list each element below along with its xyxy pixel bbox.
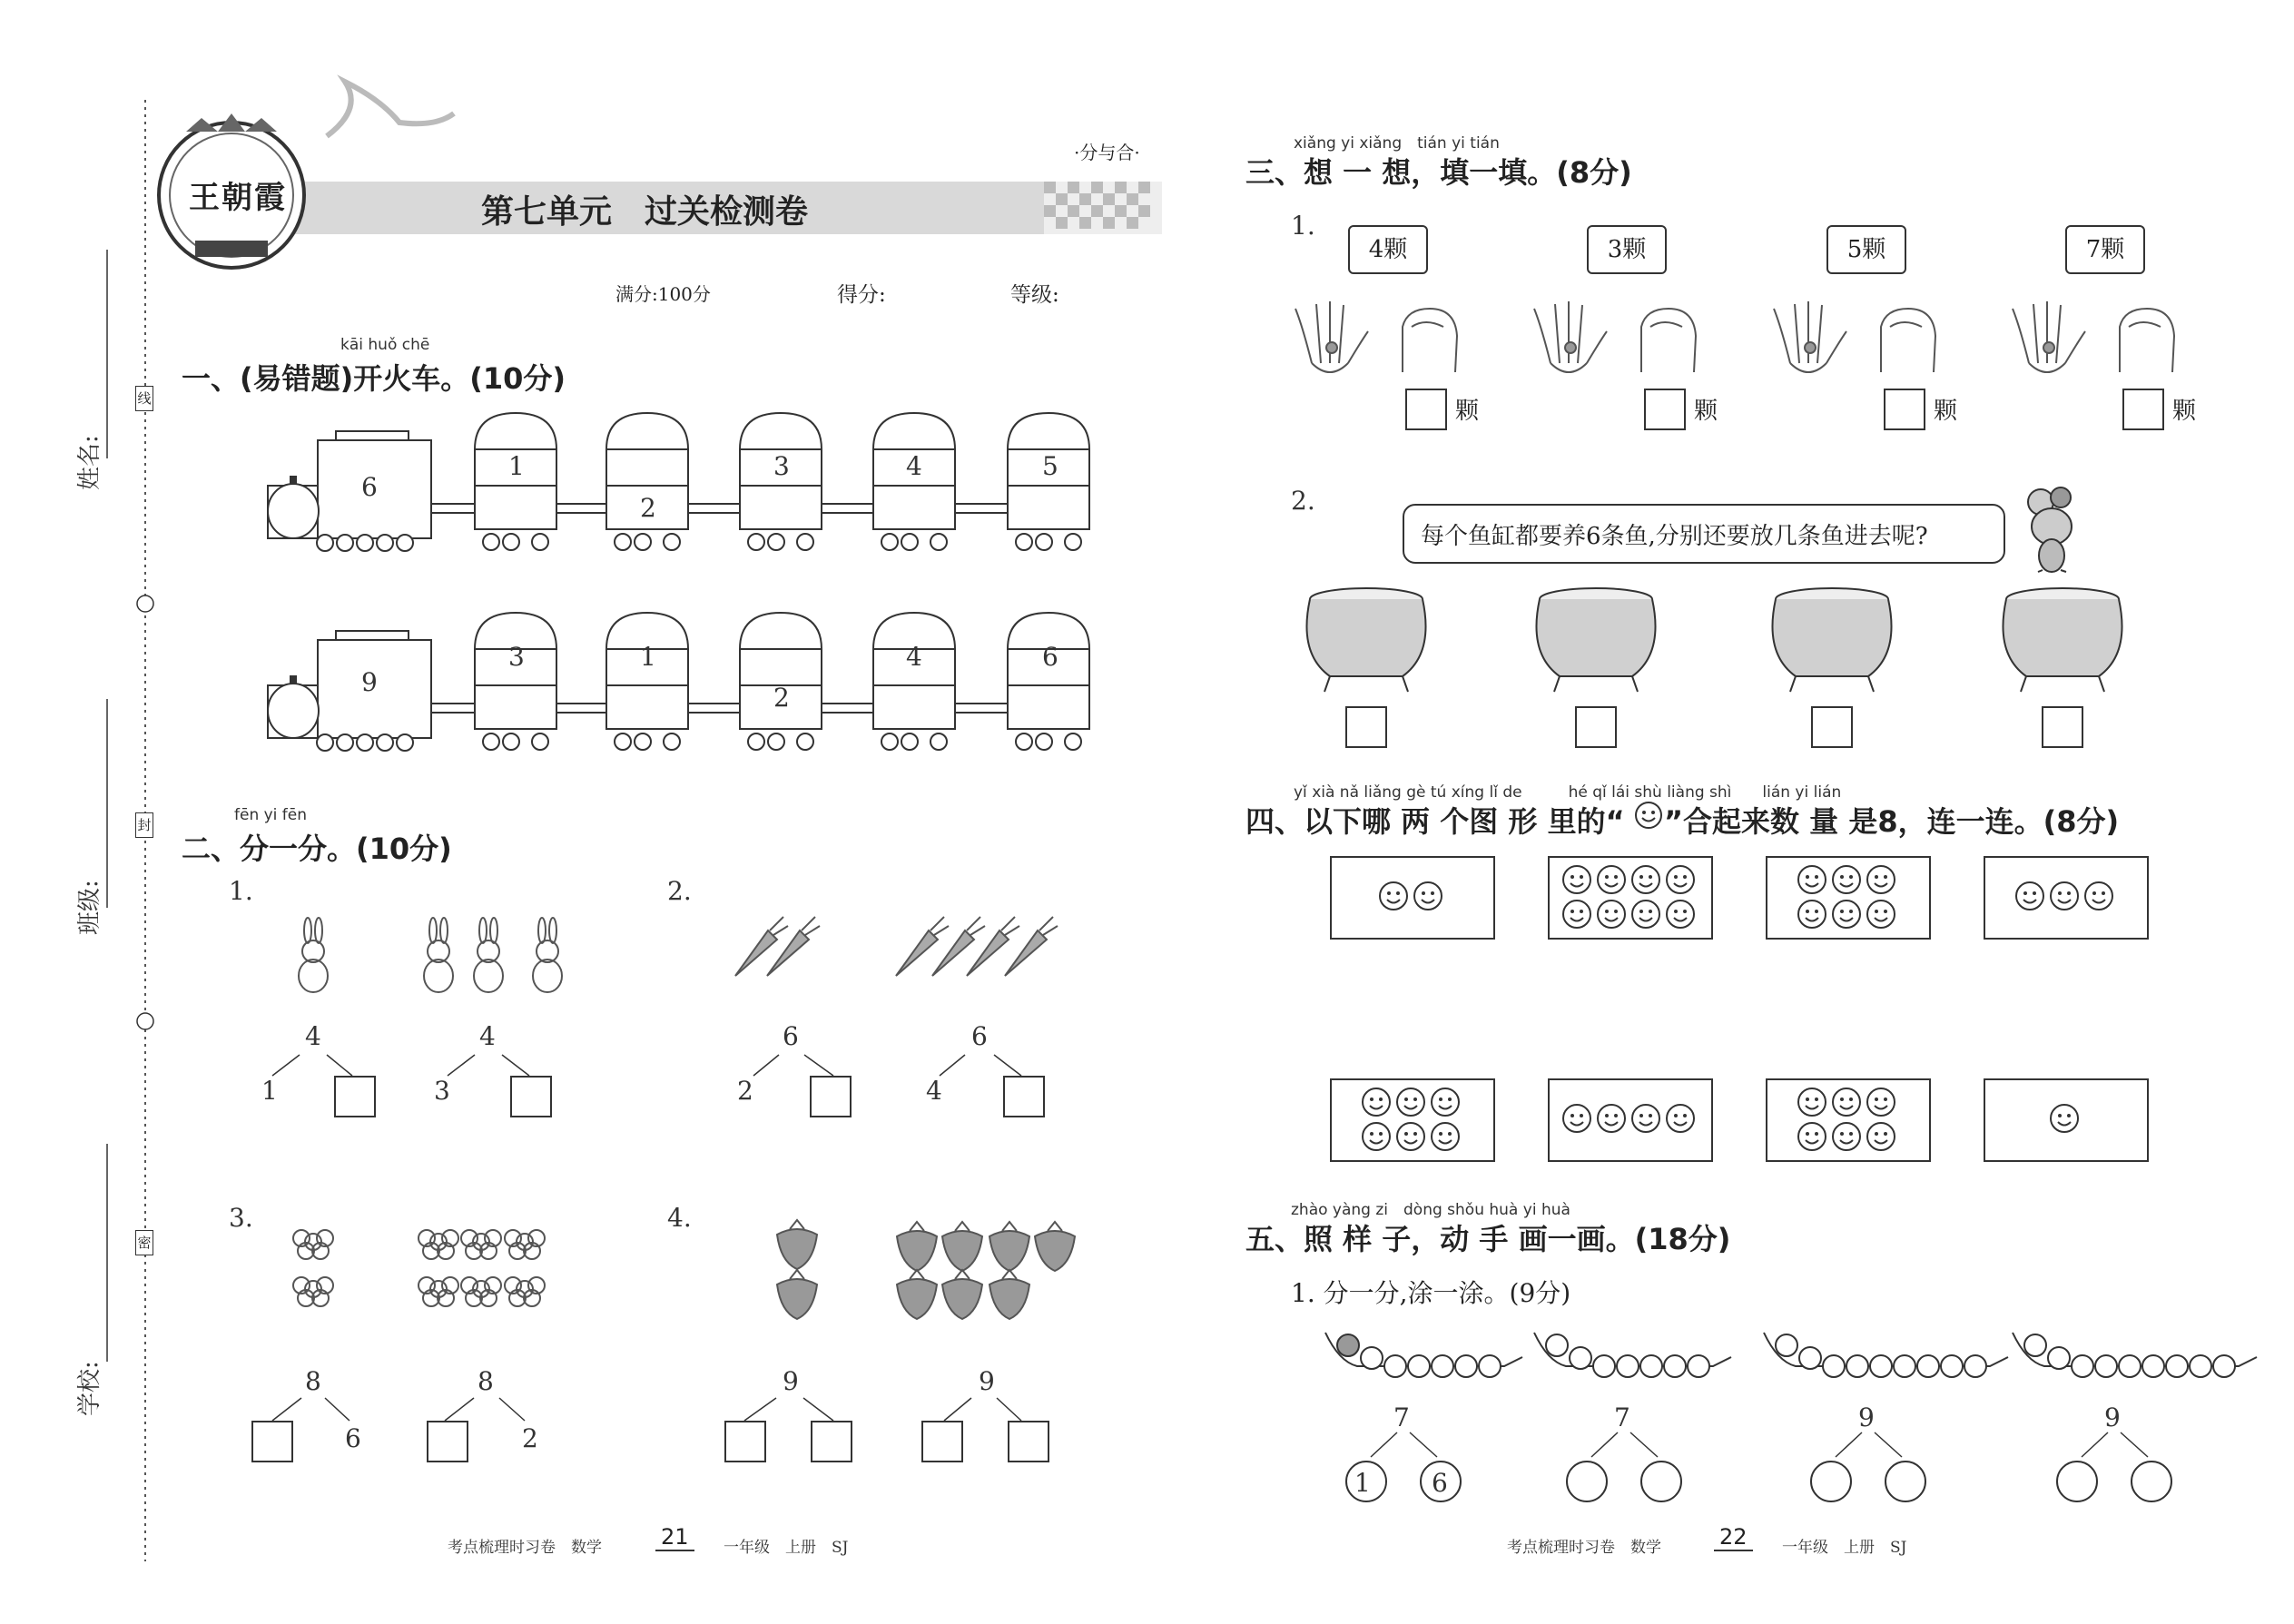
train1-car-2: 2 xyxy=(640,493,656,523)
footer-left-book: 考点梳理时习卷 数学 xyxy=(448,1539,602,1557)
bead xyxy=(1361,1347,1383,1369)
train1-car-1: 1 xyxy=(508,451,525,481)
bead xyxy=(2095,1355,2117,1377)
bead xyxy=(1917,1355,1939,1377)
train2-car-1: 3 xyxy=(508,642,525,672)
bead xyxy=(1799,1347,1821,1369)
train2-car-2: 1 xyxy=(640,642,656,672)
split-circle-left xyxy=(1811,1462,1851,1501)
class-label: 班级: xyxy=(76,880,103,935)
q2-3a-right: 6 xyxy=(345,1423,361,1453)
q2-2b-left: 4 xyxy=(926,1076,942,1106)
page-title: 第七单元 过关检测卷 xyxy=(481,192,809,231)
bead xyxy=(1664,1355,1686,1377)
q2-1-number: 1. xyxy=(229,876,253,906)
bead xyxy=(1593,1355,1615,1377)
bead xyxy=(1617,1355,1639,1377)
bead xyxy=(1776,1334,1797,1356)
bead xyxy=(2024,1334,2046,1356)
bead-4-top: 9 xyxy=(2104,1403,2121,1432)
bead-1-right: 6 xyxy=(1432,1468,1448,1498)
bead xyxy=(2048,1347,2070,1369)
bead xyxy=(1870,1355,1892,1377)
train1-car-3: 3 xyxy=(773,451,790,481)
bead xyxy=(1688,1355,1709,1377)
footer-right-grade: 一年级 上册 SJ xyxy=(1782,1539,1907,1557)
q3-1-number: 1. xyxy=(1291,211,1315,241)
split-circle-right xyxy=(1641,1462,1681,1501)
bead xyxy=(2072,1355,2093,1377)
train1-car-5: 5 xyxy=(1042,451,1058,481)
gem-unit-label: 颗 xyxy=(1934,398,1958,425)
topic-tag: ·分与合· xyxy=(1074,142,1140,163)
section-2-pinyin: fēn yi fēn xyxy=(234,806,308,824)
q2-3b-top: 8 xyxy=(478,1366,494,1396)
split-circle-left xyxy=(2057,1462,2097,1501)
bead xyxy=(2190,1355,2211,1377)
bead xyxy=(1337,1334,1359,1356)
footer-left-page: 21 xyxy=(655,1524,694,1551)
bead-1-top: 7 xyxy=(1393,1403,1410,1432)
bead xyxy=(1479,1355,1501,1377)
footer-right-page: 22 xyxy=(1714,1524,1753,1551)
bead xyxy=(1823,1355,1845,1377)
q2-4-number: 4. xyxy=(667,1203,692,1233)
train1-car-4: 4 xyxy=(906,451,922,481)
grade-label: 等级: xyxy=(1010,283,1059,307)
bead xyxy=(1894,1355,1915,1377)
bead xyxy=(2142,1355,2164,1377)
section-5-pinyin: zhào yàng zi dòng shǒu huà yi huà xyxy=(1291,1201,1570,1219)
section-5-sub1: 1. 分一分,涂一涂。(9分) xyxy=(1291,1278,1571,1308)
split-circle-right xyxy=(2132,1462,2171,1501)
bead xyxy=(1384,1355,1406,1377)
section-3-pinyin: xiǎng yi xiǎng tián yi tián xyxy=(1294,134,1500,153)
train2-engine-number: 9 xyxy=(361,667,378,697)
q2-3b-right: 2 xyxy=(522,1423,538,1453)
bead xyxy=(1964,1355,1986,1377)
q2-1a-left: 1 xyxy=(261,1076,278,1106)
train1-engine-number: 6 xyxy=(361,472,378,502)
q2-3a-top: 8 xyxy=(305,1366,321,1396)
bead xyxy=(1570,1347,1591,1369)
split-circle-left xyxy=(1567,1462,1607,1501)
q3-2-number: 2. xyxy=(1291,486,1315,516)
section-3-title: 三、想 一 想，填一填。(8分) xyxy=(1245,155,1632,190)
bead-2-top: 7 xyxy=(1614,1403,1630,1432)
train2-car-4: 4 xyxy=(906,642,922,672)
bead xyxy=(1455,1355,1477,1377)
speech-bubble-text: 每个鱼缸都要养6条鱼,分别还要放几条鱼进去呢? xyxy=(1421,523,1928,550)
footer-left-grade: 一年级 上册 SJ xyxy=(724,1539,849,1557)
q2-1a-top: 4 xyxy=(305,1021,321,1051)
full-score: 满分:100分 xyxy=(615,283,711,305)
bead-string xyxy=(1534,1333,1731,1501)
bead xyxy=(1546,1334,1568,1356)
bead-string xyxy=(1764,1333,2008,1501)
section-4-pinyin: yǐ xià nǎ liǎng gè tú xíng lǐ de hé qǐ lái shù liàng shì lián yi lián xyxy=(1294,783,1842,802)
section-1-title: 一、(易错题)开火车。(10分) xyxy=(182,361,566,396)
mark-close: 密 xyxy=(135,1230,153,1255)
score-label: 得分: xyxy=(837,283,886,307)
q2-4a-top: 9 xyxy=(783,1366,799,1396)
gem-total-label: 5颗 xyxy=(1826,225,1906,274)
gem-total-label: 3颗 xyxy=(1587,225,1667,274)
train2-car-5: 6 xyxy=(1042,642,1058,672)
name-label: 姓名: xyxy=(76,435,103,490)
q2-1b-top: 4 xyxy=(479,1021,496,1051)
bead xyxy=(2213,1355,2235,1377)
section-2-title: 二、分一分。(10分) xyxy=(182,832,452,866)
footer-right-book: 考点梳理时习卷 数学 xyxy=(1507,1539,1661,1557)
section-4-title-post: ”合起来数 量 是8，连一连。(8分) xyxy=(1664,804,2120,839)
gem-unit-label: 颗 xyxy=(2172,398,2197,425)
train2-car-3: 2 xyxy=(773,683,790,713)
gem-total-label: 7颗 xyxy=(2065,225,2145,274)
section-4-title-pre: 四、以下哪 两 个图 形 里的“ xyxy=(1245,804,1625,839)
bead xyxy=(1432,1355,1453,1377)
bead xyxy=(2166,1355,2188,1377)
section-1-pinyin: kāi huǒ chē xyxy=(340,336,430,354)
split-circle-right xyxy=(1885,1462,1925,1501)
section-5-title: 五、照 样 子，动 手 画一画。(18分) xyxy=(1245,1222,1731,1256)
q2-1b-left: 3 xyxy=(434,1076,450,1106)
q2-2b-top: 6 xyxy=(971,1021,988,1051)
bead xyxy=(1846,1355,1868,1377)
bead-1-left: 1 xyxy=(1354,1468,1371,1498)
q2-3-number: 3. xyxy=(229,1203,253,1233)
q2-4b-top: 9 xyxy=(979,1366,995,1396)
bead-3-top: 9 xyxy=(1858,1403,1875,1432)
bead xyxy=(1408,1355,1430,1377)
q2-2a-left: 2 xyxy=(737,1076,753,1106)
bead xyxy=(1640,1355,1662,1377)
mark-seal: 封 xyxy=(135,812,153,838)
mark-line: 线 xyxy=(135,386,153,411)
bead xyxy=(1941,1355,1963,1377)
gem-unit-label: 颗 xyxy=(1694,398,1718,425)
school-label: 学校: xyxy=(76,1361,103,1416)
bead xyxy=(2119,1355,2141,1377)
logo-text: 王朝霞 xyxy=(189,180,287,216)
q2-2a-top: 6 xyxy=(783,1021,799,1051)
q2-2-number: 2. xyxy=(667,876,692,906)
bead-string xyxy=(2013,1333,2257,1501)
gem-unit-label: 颗 xyxy=(1455,398,1480,425)
gem-total-label: 4颗 xyxy=(1348,225,1428,274)
